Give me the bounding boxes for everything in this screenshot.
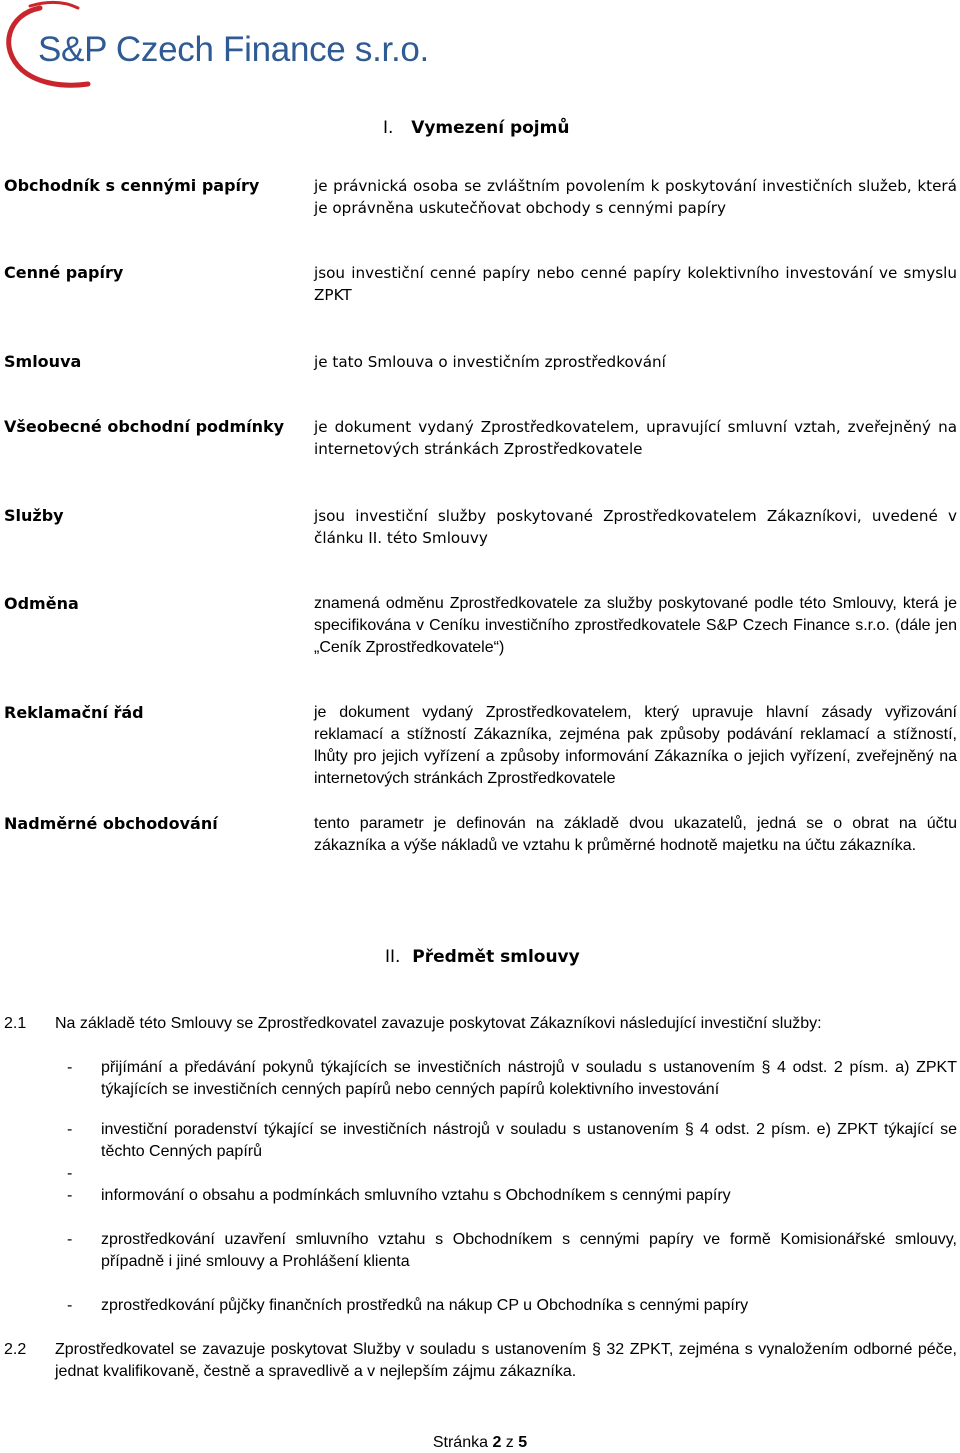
article-number: 2.1 — [4, 1015, 27, 1032]
page-separator: z — [505, 1434, 514, 1451]
section-title: Předmět smlouvy — [412, 947, 580, 967]
list-dash: - — [67, 1297, 73, 1314]
definition-text: je dokument vydaný Zprostředkovatelem, který upravuje hlavní zásady vyřizování reklamací a stížností Zákazníka, zejména pak způsoby podávání reklamací a stížností, lhůty pro jejich vyřízení a způsoby informování Zákazníka o jejich vyřízení, zveřejněný na internetových stránkách Zprostředkovatele — [314, 704, 957, 787]
list-dash: - — [67, 1059, 73, 1076]
logo-text: S&P Czech Finance s.r.o. — [38, 30, 429, 69]
article-number: 2.2 — [4, 1341, 27, 1358]
section-number: II. — [385, 947, 401, 967]
total-pages: 5 — [518, 1434, 528, 1451]
list-item: zprostředkování půjčky finančních prostředků na nákup CP u Obchodníka s cennými papíry — [101, 1297, 749, 1314]
definition-term: Služby — [4, 506, 64, 525]
definition-text: jsou investiční služby poskytované Zprostředkovatelem Zákazníkovi, uvedené v článku II. této Smlouvy — [314, 507, 957, 547]
section-heading-1 — [383, 118, 569, 138]
list-item: investiční poradenství týkající se investičních nástrojů v souladu s ustanovením § 4 odst. 2 písm. e) ZPKT týkající se těchto Cenných papírů — [101, 1121, 957, 1160]
definition-text: je dokument vydaný Zprostředkovatelem, upravující smluvní vztah, zveřejněný na internetových stránkách Zprostředkovatele — [314, 418, 957, 458]
list-dash: - — [67, 1121, 73, 1138]
list-item: zprostředkování uzavření smluvního vztahu s Obchodníkem s cennými papíry ve formě Komisionářské smlouvy, případně i jiné smlouvy a Prohlášení klienta — [101, 1231, 957, 1270]
article-text: Na základě této Smlouvy se Zprostředkovatel zavazuje poskytovat Zákazníkovi následující investiční služby: — [55, 1015, 822, 1032]
definition-term: Obchodník s cennými papíry — [4, 176, 260, 195]
definition-term: Reklamační řád — [4, 703, 144, 722]
definition-text: je tato Smlouva o investičním zprostředkování — [314, 353, 666, 371]
definition-term: Nadměrné obchodování — [4, 814, 218, 833]
company-logo — [0, 0, 429, 95]
page-footer — [0, 1434, 960, 1452]
section-title: Vymezení pojmů — [411, 118, 570, 138]
list-dash: - — [67, 1231, 73, 1248]
list-dash: - — [67, 1165, 73, 1182]
article-text: Zprostředkovatel se zavazuje poskytovat Služby v souladu s ustanovením § 32 ZPKT, zejména s vynaložením odborné péče, jednat kvalifikovaně, čestně a spravedlivě a v nejlepším zájmu zákazníka. — [55, 1341, 957, 1380]
list-dash: - — [67, 1187, 73, 1204]
list-item: informování o obsahu a podmínkách smluvního vztahu s Obchodníkem s cennými papíry — [101, 1187, 731, 1204]
definition-term: Všeobecné obchodní podmínky — [4, 417, 285, 436]
page-label: Stránka — [432, 1434, 488, 1451]
definition-text: znamená odměnu Zprostředkovatele za služby poskytované podle této Smlouvy, která je specifikována v Ceníku investičního zprostředkovatele S&P Czech Finance s.r.o. (dále jen „Ceník Zprostředkovatele“) — [314, 595, 957, 656]
current-page: 2 — [492, 1434, 502, 1451]
section-heading-2 — [385, 947, 580, 967]
definition-text: tento parametr je definován na základě dvou ukazatelů, jedná se o obrat na účtu zákazníka a výše nákladů ve vztahu k průměrné hodnotě majetku na účtu zákazníka. — [314, 815, 957, 854]
definition-text: jsou investiční cenné papíry nebo cenné papíry kolektivního investování ve smyslu ZPKT — [314, 264, 957, 304]
definition-term: Cenné papíry — [4, 263, 124, 282]
definition-term: Smlouva — [4, 352, 82, 371]
section-number: I. — [383, 118, 394, 138]
definition-text: je právnická osoba se zvláštním povolením k poskytování investičních služeb, která je oprávněna uskutečňovat obchody s cennými papíry — [314, 177, 957, 217]
list-item: přijímání a předávání pokynů týkajících se investičních nástrojů v souladu s ustanovením § 4 odst. 2 písm. a) ZPKT týkajících se investičních cenných papírů nebo cenných papírů kolektivního investování — [101, 1059, 957, 1098]
definition-term: Odměna — [4, 594, 79, 613]
